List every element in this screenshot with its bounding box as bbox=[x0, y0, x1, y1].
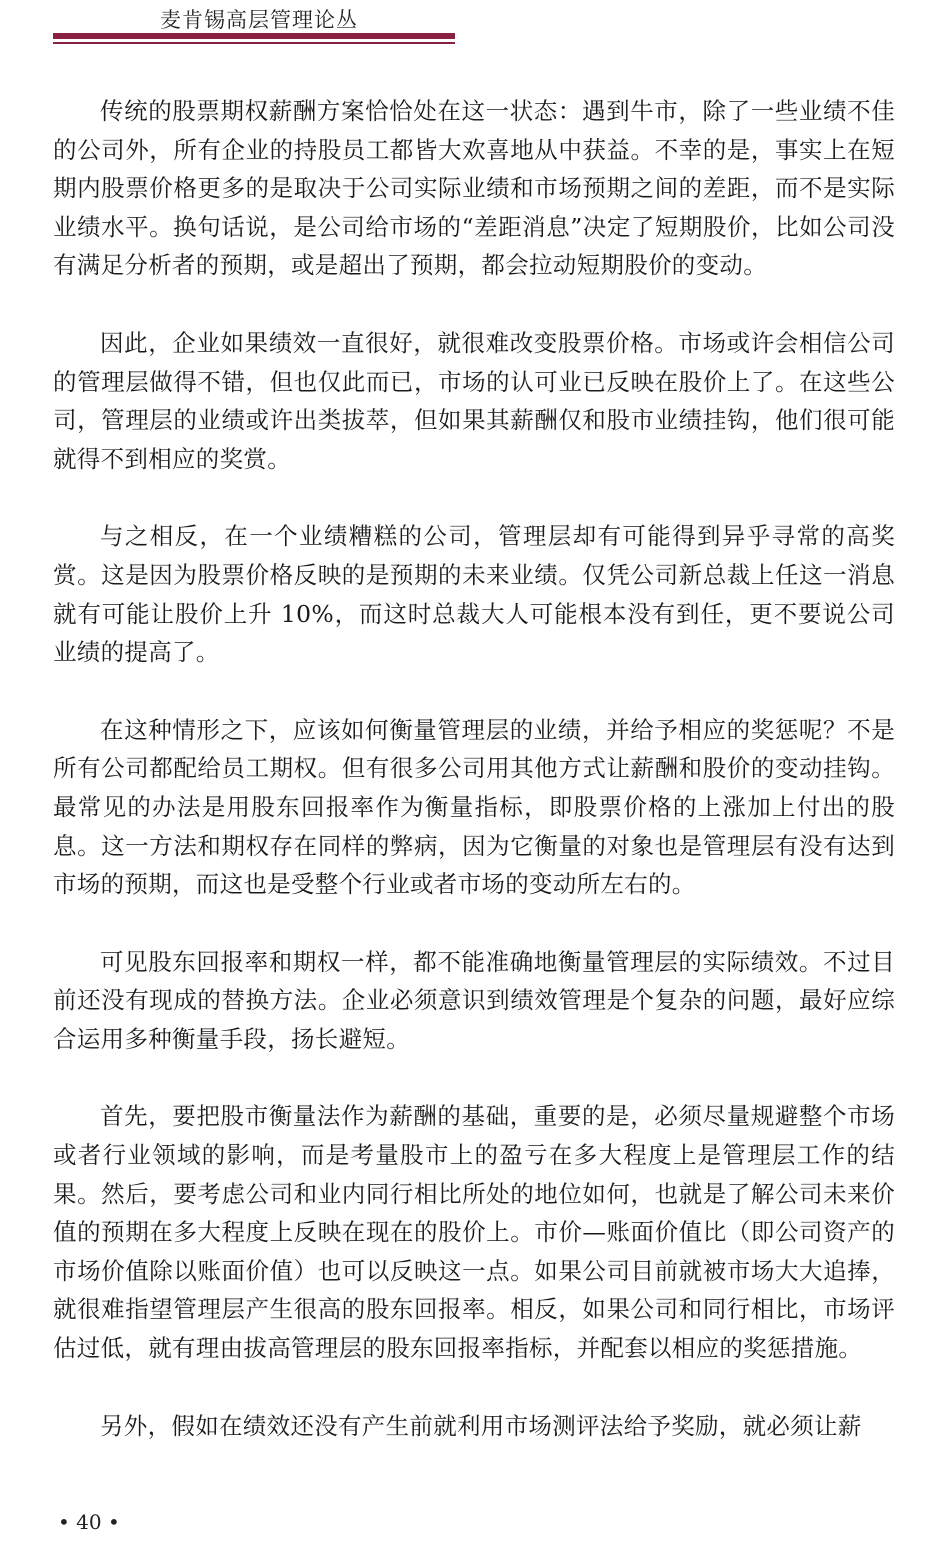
running-header-title: 麦肯锡高层管理论丛 bbox=[160, 8, 358, 32]
header-rule-thin bbox=[53, 42, 455, 44]
page-number: • 40 • bbox=[58, 1510, 120, 1534]
paragraph-4: 在这种情形之下，应该如何衡量管理层的业绩，并给予相应的奖惩呢？不是所有公司都配给员工期权。但有很多公司用其他方式让薪酬和股价的变动挂钩。最常见的办法是用股东回报率作为衡量指标，即股票价格的上涨加上付出的股息。这一方法和期权存在同样的弊病，因为它衡量的对象也是管理层有没有达到市场的预期，而这也是受整个行业或者市场的变动所左右的。 bbox=[53, 715, 895, 899]
paragraph-1: 传统的股票期权薪酬方案恰恰处在这一状态：遇到牛市，除了一些业绩不佳的公司外，所有企业的持股员工都皆大欢喜地从中获益。不幸的是，事实上在短期内股票价格更多的是取决于公司实际业绩和市场预期之间的差距，而不是实际业绩水平。换句话说，是公司给市场的“差距消息”决定了短期股价，比如公司没有满足分析者的预期，或是超出了预期，都会拉动短期股价的变动。 bbox=[53, 97, 895, 280]
body-text bbox=[53, 92, 895, 1484]
paragraph-2: 因此，企业如果绩效一直很好，就很难改变股票价格。市场或许会相信公司的管理层做得不错，但也仅此而已，市场的认可业已反映在股价上了。在这些公司，管理层的业绩或许出类拔萃，但如果其薪酬仅和股市业绩挂钩，他们很可能就得不到相应的奖赏。 bbox=[53, 328, 895, 473]
paragraph-6: 首先，要把股市衡量法作为薪酬的基础，重要的是，必须尽量规避整个市场或者行业领域的影响，而是考量股市上的盈亏在多大程度上是管理层工作的结果。然后，要考虑公司和业内同行相比所处的地位如何，也就是了解公司未来价值的预期在多大程度上反映在现在的股价上。市价—账面价值比（即公司资产的市场价值除以账面价值）也可以反映这一点。如果公司目前就被市场大大追捧，就很难指望管理层产生很高的股东回报率。相反，如果公司和同行相比，市场评估过低，就有理由拔高管理层的股东回报率指标，并配套以相应的奖惩措施。 bbox=[53, 1102, 895, 1363]
paragraph-5: 可见股东回报率和期权一样，都不能准确地衡量管理层的实际绩效。不过目前还没有现成的替换方法。企业必须意识到绩效管理是个复杂的问题，最好应综合运用多种衡量手段，扬长避短。 bbox=[53, 947, 895, 1053]
paragraph-3: 与之相反，在一个业绩糟糕的公司，管理层却有可能得到异乎寻常的高奖赏。这是因为股票价格反映的是预期的未来业绩。仅凭公司新总裁上任这一消息就有可能让股价上升 10%，而这时总裁大人可能根本没有到任，更不要说公司业绩的提高了。 bbox=[53, 522, 895, 667]
header-rule-thick bbox=[53, 33, 455, 39]
paragraph-7: 另外，假如在绩效还没有产生前就利用市场测评法给予奖励，就必须让薪 bbox=[100, 1411, 862, 1440]
